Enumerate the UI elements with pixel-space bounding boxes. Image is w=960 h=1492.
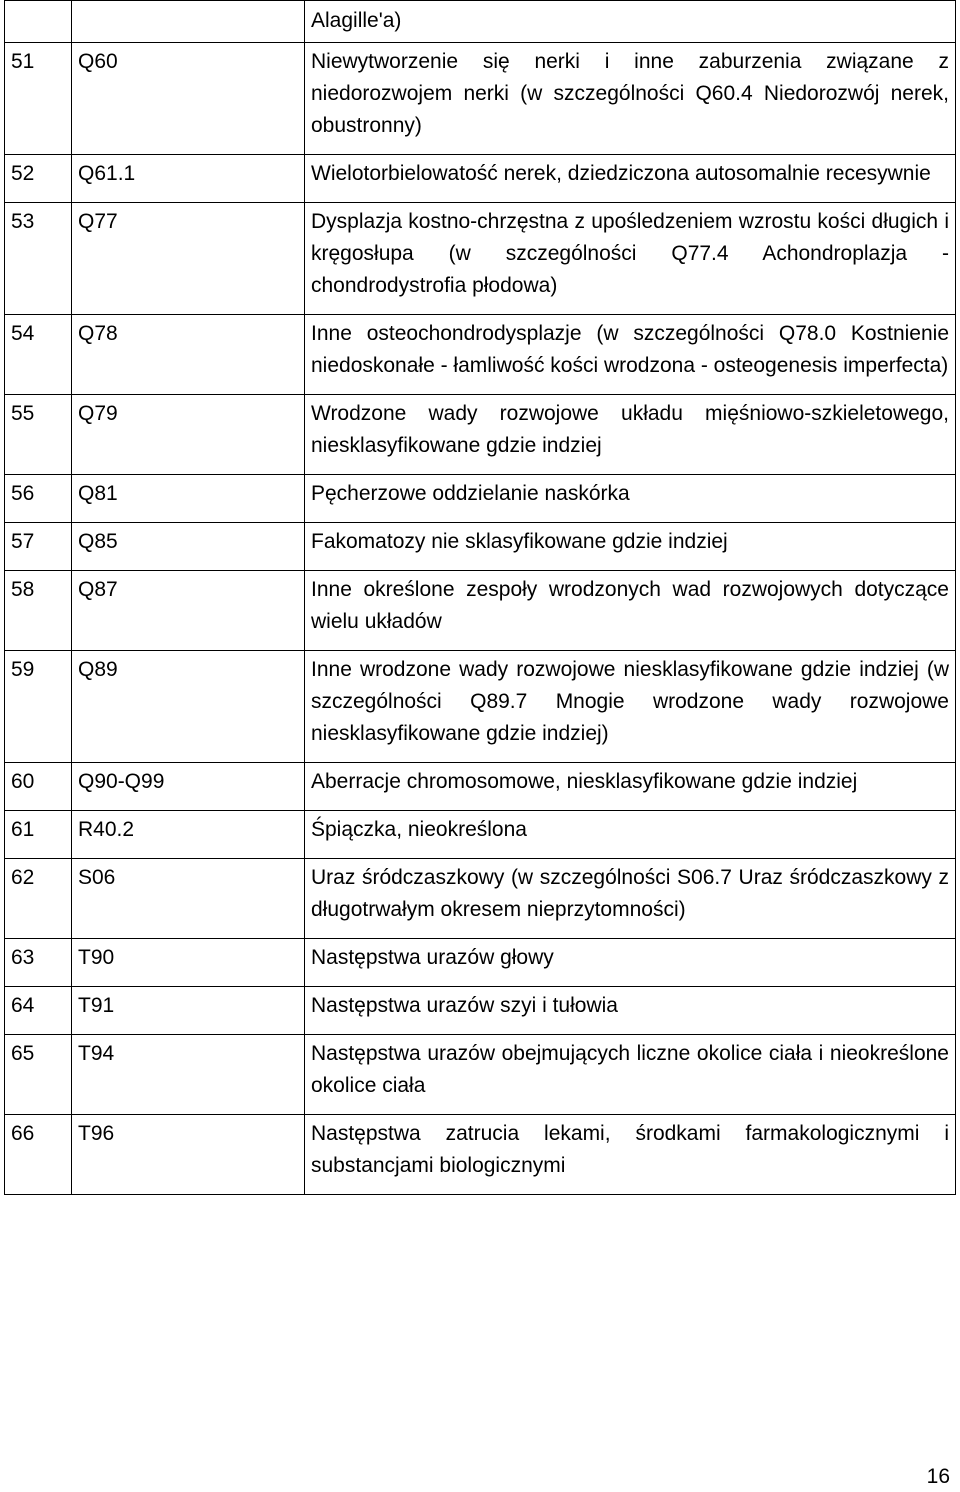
icd-code: Q81 <box>72 475 305 523</box>
icd-code: Q79 <box>72 395 305 475</box>
table-row <box>5 859 956 939</box>
icd-code: Q61.1 <box>72 155 305 203</box>
continuation-row <box>5 1 956 43</box>
diagnosis-description: Dysplazja kostno-chrzęstna z upośledzeniem wzrostu kości długich i kręgosłupa (w szczególności Q77.4 Achondroplazja - chondrodystrofia płodowa) <box>305 203 956 315</box>
page-number: 16 <box>926 1465 950 1488</box>
row-number: 56 <box>5 475 72 523</box>
continuation-text: Alagille'a) <box>305 1 956 43</box>
icd-code: Q85 <box>72 523 305 571</box>
diagnosis-description: Inne określone zespoły wrodzonych wad rozwojowych dotyczące wielu układów <box>305 571 956 651</box>
row-number: 62 <box>5 859 72 939</box>
diagnosis-description: Następstwa urazów głowy <box>305 939 956 987</box>
num-cell <box>5 1 72 43</box>
icd-code: Q89 <box>72 651 305 763</box>
table-row <box>5 571 956 651</box>
table-row <box>5 523 956 571</box>
table-row <box>5 395 956 475</box>
diagnosis-description: Śpiączka, nieokreślona <box>305 811 956 859</box>
icd-code: Q87 <box>72 571 305 651</box>
diagnosis-description: Inne osteochondrodysplazje (w szczególności Q78.0 Kostnienie niedoskonałe - łamliwość kości wrodzona - osteogenesis imperfecta) <box>305 315 956 395</box>
table-row <box>5 763 956 811</box>
table-row <box>5 315 956 395</box>
row-number: 63 <box>5 939 72 987</box>
row-number: 61 <box>5 811 72 859</box>
row-number: 53 <box>5 203 72 315</box>
row-number: 58 <box>5 571 72 651</box>
row-number: 59 <box>5 651 72 763</box>
icd-code: Q60 <box>72 43 305 155</box>
diagnosis-description: Wrodzone wady rozwojowe układu mięśniowo-szkieletowego, niesklasyfikowane gdzie indziej <box>305 395 956 475</box>
icd-codes-table <box>4 0 956 1195</box>
row-number: 51 <box>5 43 72 155</box>
icd-code: Q90-Q99 <box>72 763 305 811</box>
row-number: 60 <box>5 763 72 811</box>
table-row <box>5 43 956 155</box>
table-row <box>5 1115 956 1195</box>
diagnosis-description: Następstwa urazów szyi i tułowia <box>305 987 956 1035</box>
diagnosis-description: Wielotorbielowatość nerek, dziedziczona autosomalnie recesywnie <box>305 155 956 203</box>
diagnosis-description: Fakomatozy nie sklasyfikowane gdzie indziej <box>305 523 956 571</box>
row-number: 52 <box>5 155 72 203</box>
icd-code: T96 <box>72 1115 305 1195</box>
icd-code: S06 <box>72 859 305 939</box>
icd-code: Q78 <box>72 315 305 395</box>
row-number: 57 <box>5 523 72 571</box>
row-number: 54 <box>5 315 72 395</box>
icd-code: T91 <box>72 987 305 1035</box>
icd-code: T94 <box>72 1035 305 1115</box>
table-row <box>5 155 956 203</box>
table-row <box>5 1035 956 1115</box>
code-cell <box>72 1 305 43</box>
diagnosis-description: Następstwa zatrucia lekami, środkami farmakologicznymi i substancjami biologicznymi <box>305 1115 956 1195</box>
table-row <box>5 811 956 859</box>
diagnosis-description: Aberracje chromosomowe, niesklasyfikowane gdzie indziej <box>305 763 956 811</box>
table-row <box>5 651 956 763</box>
row-number: 66 <box>5 1115 72 1195</box>
icd-code: R40.2 <box>72 811 305 859</box>
icd-code: Q77 <box>72 203 305 315</box>
row-number: 65 <box>5 1035 72 1115</box>
table-row <box>5 987 956 1035</box>
icd-code: T90 <box>72 939 305 987</box>
table-row <box>5 475 956 523</box>
table-row <box>5 203 956 315</box>
diagnosis-description: Inne wrodzone wady rozwojowe niesklasyfikowane gdzie indziej (w szczególności Q89.7 Mnogie wrodzone wady rozwojowe niesklasyfikowane gdzie indziej) <box>305 651 956 763</box>
diagnosis-description: Pęcherzowe oddzielanie naskórka <box>305 475 956 523</box>
row-number: 55 <box>5 395 72 475</box>
diagnosis-description: Następstwa urazów obejmujących liczne okolice ciała i nieokreślone okolice ciała <box>305 1035 956 1115</box>
row-number: 64 <box>5 987 72 1035</box>
diagnosis-description: Uraz śródczaszkowy (w szczególności S06.7 Uraz śródczaszkowy z długotrwałym okresem nieprzytomności) <box>305 859 956 939</box>
diagnosis-description: Niewytworzenie się nerki i inne zaburzenia związane z niedorozwojem nerki (w szczególności Q60.4 Niedorozwój nerek, obustronny) <box>305 43 956 155</box>
table-row <box>5 939 956 987</box>
